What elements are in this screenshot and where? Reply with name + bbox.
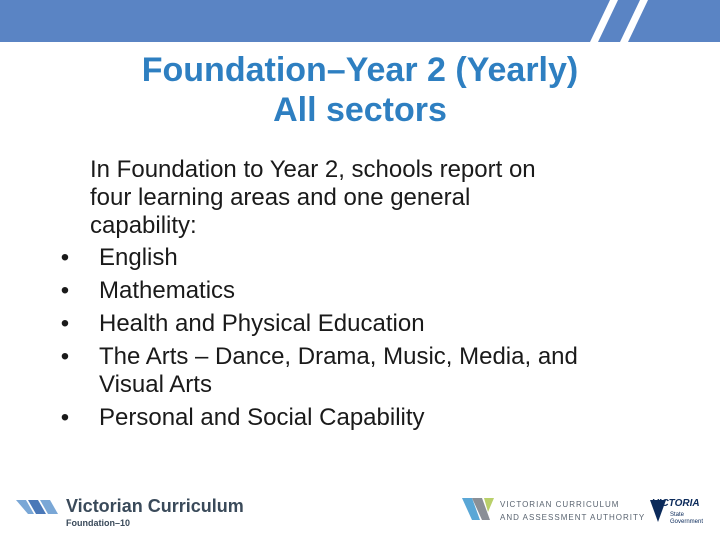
list-item xyxy=(55,404,695,432)
vc-subtitle: Foundation–10 xyxy=(66,518,131,528)
intro-paragraph xyxy=(90,156,710,240)
victoria-sub-1: State xyxy=(670,512,685,518)
list-item xyxy=(55,244,695,272)
list-item xyxy=(55,310,695,338)
slide-title xyxy=(0,50,720,130)
list-item xyxy=(55,277,695,305)
bullet-icon: • xyxy=(60,343,70,370)
top-banner xyxy=(0,0,720,42)
title-line-2: All sectors xyxy=(273,91,447,129)
intro-line-3: capability: xyxy=(90,212,197,239)
bullet-icon: • xyxy=(60,277,70,304)
vc-title: Victorian Curriculum xyxy=(66,496,244,516)
victoria-sub-2: Government xyxy=(670,519,704,525)
bullet-icon: • xyxy=(60,244,70,271)
bullet-list xyxy=(55,244,695,437)
vcaa-logo xyxy=(462,494,646,534)
victorian-curriculum-logo xyxy=(16,496,266,536)
list-item-text-continued: Visual Arts xyxy=(99,371,212,398)
intro-line-1: In Foundation to Year 2, schools report on xyxy=(90,156,536,183)
bullet-icon: • xyxy=(60,310,70,337)
vcaa-line-2: AND ASSESSMENT AUTHORITY xyxy=(500,513,646,522)
footer xyxy=(0,486,720,540)
title-line-1: Foundation–Year 2 (Yearly) xyxy=(141,51,579,89)
vc-chevron-icon xyxy=(16,498,62,520)
list-item-text: Mathematics xyxy=(99,277,236,304)
vcaa-line-1: VICTORIAN CURRICULUM xyxy=(500,500,620,509)
victoria-title: VICTORIA xyxy=(652,498,700,509)
intro-line-2: four learning areas and one general xyxy=(90,184,471,211)
vcaa-text xyxy=(500,498,645,524)
bullet-icon: • xyxy=(60,404,70,431)
list-item-text: Personal and Social Capability xyxy=(99,404,425,431)
list-item-text: Health and Physical Education xyxy=(99,310,425,337)
list-item-text: The Arts – Dance, Drama, Music, Media, and xyxy=(99,343,578,370)
list-item xyxy=(55,343,695,399)
vcaa-chevron-icon xyxy=(462,494,496,524)
victoria-government-logo xyxy=(648,494,712,534)
list-item-text: English xyxy=(99,244,178,271)
victoria-sub xyxy=(670,512,703,526)
